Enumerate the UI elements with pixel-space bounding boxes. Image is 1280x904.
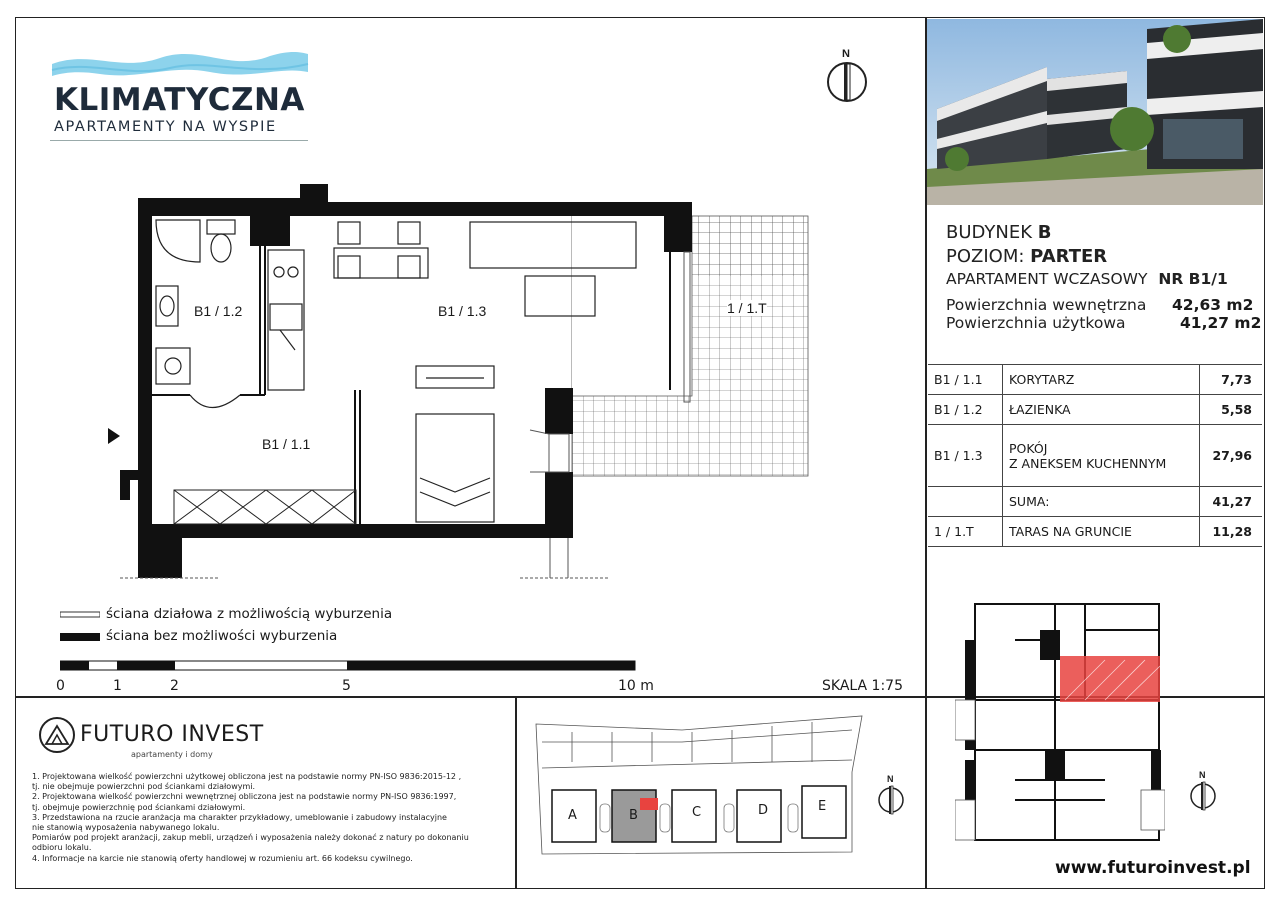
futuro-invest-logo-icon — [38, 716, 76, 754]
brand-underline — [50, 140, 308, 141]
legend-partition-icon — [60, 610, 100, 620]
wave-logo-icon — [50, 42, 310, 82]
room-area: 41,27 — [1200, 487, 1263, 517]
site-building-b: B — [629, 808, 638, 823]
north-label: N — [842, 48, 850, 60]
room-name: ŁAZIENKA — [1003, 395, 1200, 425]
room-area: 7,73 — [1200, 365, 1263, 395]
site-building-a: A — [568, 808, 577, 823]
internal-area-value: 42,63 m2 — [1172, 296, 1254, 314]
building-line — [946, 222, 1052, 243]
developer-name: FUTURO INVEST — [80, 722, 264, 747]
building-rendering — [927, 19, 1263, 205]
room-table — [928, 364, 1262, 547]
brand-subtitle: APARTAMENTY NA WYSPIE — [54, 119, 277, 135]
note-line: 4. Informacje na karcie nie stanowią oferty handlowej w rozumieniu art. 66 kodeksu cywilnego. — [32, 853, 413, 863]
site-plan — [532, 712, 868, 862]
legend-fixed-text: ściana bez możliwości wyburzenia — [106, 628, 338, 644]
room-area: 27,96 — [1200, 425, 1263, 487]
level-value: PARTER — [1030, 246, 1108, 267]
scale-tick-5: 5 — [342, 678, 351, 694]
scale-tick-2: 2 — [170, 678, 179, 694]
room-name: SUMA: — [1003, 487, 1200, 517]
site-building-e: E — [818, 799, 827, 814]
table-row — [928, 365, 1262, 395]
site-building-c: C — [692, 805, 702, 820]
legend-partition-text: ściana działowa z możliwością wyburzenia — [106, 606, 393, 622]
room-name: POKÓJ Z ANEKSEM KUCHENNYM — [1003, 425, 1200, 487]
brand-title: KLIMATYCZNA — [54, 82, 305, 118]
internal-area-label: Powierzchnia wewnętrzna — [946, 296, 1147, 314]
room-area: 5,58 — [1200, 395, 1263, 425]
table-row-sum — [928, 487, 1262, 517]
note-line: 1. Projektowana wielkość powierzchni użytkowej obliczona jest na podstawie normy PN-ISO 9836:2015-12 , — [32, 772, 462, 781]
north-label: N — [1199, 770, 1206, 780]
room-area: 11,28 — [1200, 517, 1263, 547]
room-id — [928, 487, 1003, 517]
note-line: tj. obejmuje powierzchnię pod ściankami działowymi. — [32, 802, 246, 812]
scale-tick-1: 1 — [113, 678, 122, 694]
floor-plan — [100, 180, 820, 590]
room-label-living: B1 / 1.3 — [438, 303, 487, 319]
key-plan-floor — [955, 600, 1165, 845]
room-label-corridor: B1 / 1.1 — [262, 436, 311, 452]
room-label-terrace: 1 / 1.T — [727, 300, 767, 316]
apartment-type-line — [946, 270, 1228, 288]
apartment-number: NR B1/1 — [1158, 270, 1228, 288]
note-line: odbioru lokalu. — [32, 843, 92, 853]
room-name: TARAS NA GRUNCIE — [1003, 517, 1200, 547]
room-name: KORYTARZ — [1003, 365, 1200, 395]
note-line: Pomiarów pod projekt aranżacji, zakup mebli, urządzeń i wyposażenia należy dokonać z natury po dokonaniu — [32, 833, 469, 843]
developer-tagline: apartamenty i domy — [131, 750, 213, 759]
note-line: nie stanowią wyposażenia nabywanego lokalu. — [32, 823, 220, 833]
site-building-d: D — [758, 803, 769, 818]
room-id: B1 / 1.1 — [928, 365, 1003, 395]
table-row — [928, 425, 1262, 487]
notes — [32, 772, 502, 864]
room-id: B1 / 1.3 — [928, 425, 1003, 487]
legend-fixed-icon — [60, 632, 100, 642]
entrance-arrow-icon — [108, 428, 120, 444]
divider-vertical-bottom-2 — [925, 696, 927, 889]
scale-bar — [60, 660, 636, 672]
building-value: B — [1037, 222, 1052, 243]
north-label: N — [887, 774, 894, 784]
scale-label: SKALA 1:75 — [822, 678, 903, 694]
building-label: BUDYNEK — [946, 222, 1033, 243]
scale-tick-0: 0 — [56, 678, 65, 694]
usable-area-label: Powierzchnia użytkowa — [946, 314, 1126, 332]
usable-area-value: 41,27 m2 — [1180, 314, 1262, 332]
level-label: POZIOM: — [946, 246, 1025, 267]
room-label-bathroom: B1 / 1.2 — [194, 303, 243, 319]
note-line: 2. Projektowana wielkość powierzchni wewnętrznej obliczona jest na podstawie normy PN-ISO 9836:1997, — [32, 792, 457, 802]
note-line: tj. nie obejmuje powierzchni pod ściankami działowymi. — [32, 782, 256, 792]
room-id: B1 / 1.2 — [928, 395, 1003, 425]
scale-tick-10: 10 m — [618, 678, 654, 694]
level-line — [946, 246, 1107, 267]
table-row — [928, 517, 1262, 547]
apartment-type: APARTAMENT WCZASOWY — [946, 270, 1148, 288]
divider-vertical-bottom-1 — [515, 696, 517, 889]
table-row — [928, 395, 1262, 425]
note-line: 3. Przedstawiona na rzucie aranżacja ma charakter przykładowy, umeblowanie i zabudowy instalacyjne — [32, 812, 447, 822]
website-link[interactable]: www.futuroinvest.pl — [1055, 858, 1251, 878]
room-id: 1 / 1.T — [928, 517, 1003, 547]
